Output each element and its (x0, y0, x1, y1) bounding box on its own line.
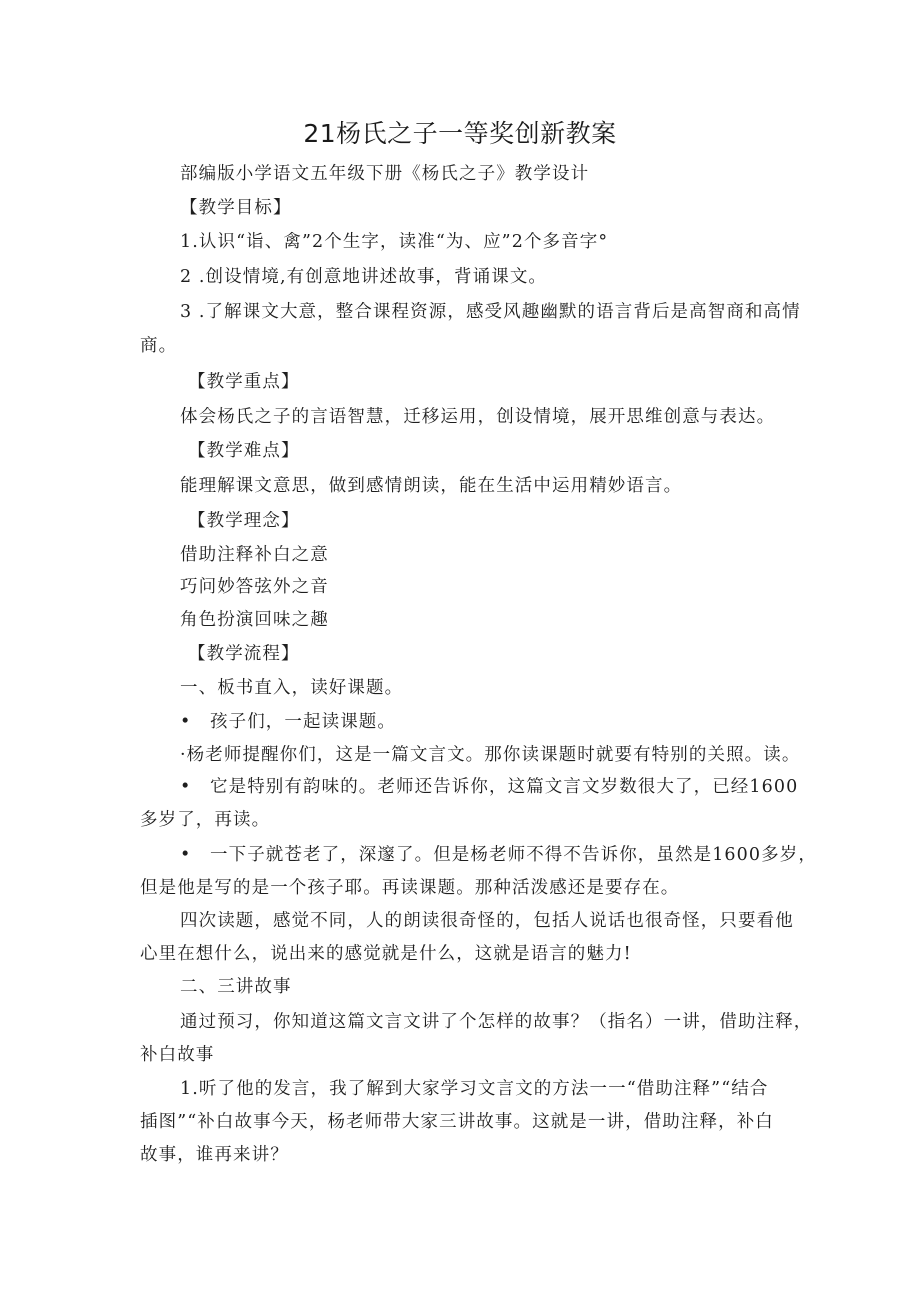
section-heading-process: 【教学流程】 (188, 644, 300, 664)
paragraph-1-line-1: 四次读题，感觉不同，人的朗读很奇怪的，包括人说话也很奇怪，只要看他 (180, 911, 794, 931)
bullet-text: 孩子们，一起读课题。 (210, 712, 396, 732)
key-points-text: 体会杨氏之子的言语智慧，迁移运用，创设情境，展开思维创意与表达。 (180, 407, 776, 427)
bullet-text: 一下子就苍老了，深邃了。但是杨老师不得不告诉你，虽然是1600多岁， (210, 845, 817, 865)
bullet-line-3-cont: 多岁了，再读。 (140, 810, 271, 830)
section-heading-goals: 【教学目标】 (180, 198, 292, 218)
document-title: 21杨氏之子一等奖创新教案 (303, 119, 617, 148)
bullet-line-2 (180, 741, 800, 766)
paragraph-3-line-1: 1.听了他的发言，我了解到大家学习文言文的方法一一“借助注释”“结合 (180, 1079, 769, 1099)
goal-item-1: 1.认识“诣、禽”2个生字，读准“为、应”2个多音字° (180, 232, 609, 252)
subtitle: 部编版小学语文五年级下册《杨氏之子》教学设计 (180, 164, 590, 184)
section-heading-difficulties: 【教学难点】 (188, 441, 300, 461)
paragraph-2-line-2: 补白故事 (140, 1045, 215, 1065)
bullet-line-4 (180, 841, 817, 866)
bullet: • (180, 845, 192, 865)
difficulties-text: 能理解课文意思，做到感情朗读，能在生活中运用精妙语言。 (180, 476, 683, 496)
bullet-text: 杨老师提醒你们，这是一篇文言文。那你读课题时就要有特别的关照。读。 (186, 745, 801, 765)
bullet: • (180, 777, 192, 797)
bullet-line-3 (180, 773, 798, 798)
philosophy-item-2: 巧问妙答弦外之音 (180, 577, 329, 597)
goal-item-3-line-2: 商。 (140, 336, 178, 356)
paragraph-2-line-1: 通过预习，你知道这篇文言文讲了个怎样的故事？（指名）一讲，借助注释， (180, 1012, 813, 1032)
goal-item-3-line-1: 3 .了解课文大意，整合课程资源，感受风趣幽默的语言背后是高智商和高情 (180, 302, 801, 322)
paragraph-3-line-2: 插图”“补白故事今天，杨老师带大家三讲故事。这就是一讲，借助注释，补白 (140, 1112, 774, 1132)
philosophy-item-3: 角色扮演回味之趣 (180, 610, 329, 630)
bullet-text: 它是特别有韵味的。老师还告诉你，这篇文言文岁数很大了，已经1600 (210, 777, 799, 797)
bullet-line-4-cont: 但是他是写的是一个孩子耶。再读课题。那种活泼感还是要存在。 (140, 878, 680, 898)
paragraph-3-line-3: 故事，谁再来讲？ (140, 1145, 289, 1165)
section-heading-philosophy: 【教学理念】 (188, 511, 300, 531)
bullet: · (180, 745, 187, 765)
philosophy-item-1: 借助注释补白之意 (180, 545, 329, 565)
process-step-1: 一、板书直入，读好课题。 (180, 678, 404, 698)
bullet: • (180, 712, 192, 732)
process-step-2: 二、三讲故事 (180, 977, 292, 997)
paragraph-1-line-2: 心里在想什么，说出来的感觉就是什么，这就是语言的魅力! (140, 944, 632, 964)
section-heading-key-points: 【教学重点】 (188, 372, 300, 392)
goal-item-2: 2 .创设情境,有创意地讲述故事，背诵课文。 (180, 267, 548, 287)
bullet-line-1 (180, 708, 396, 733)
